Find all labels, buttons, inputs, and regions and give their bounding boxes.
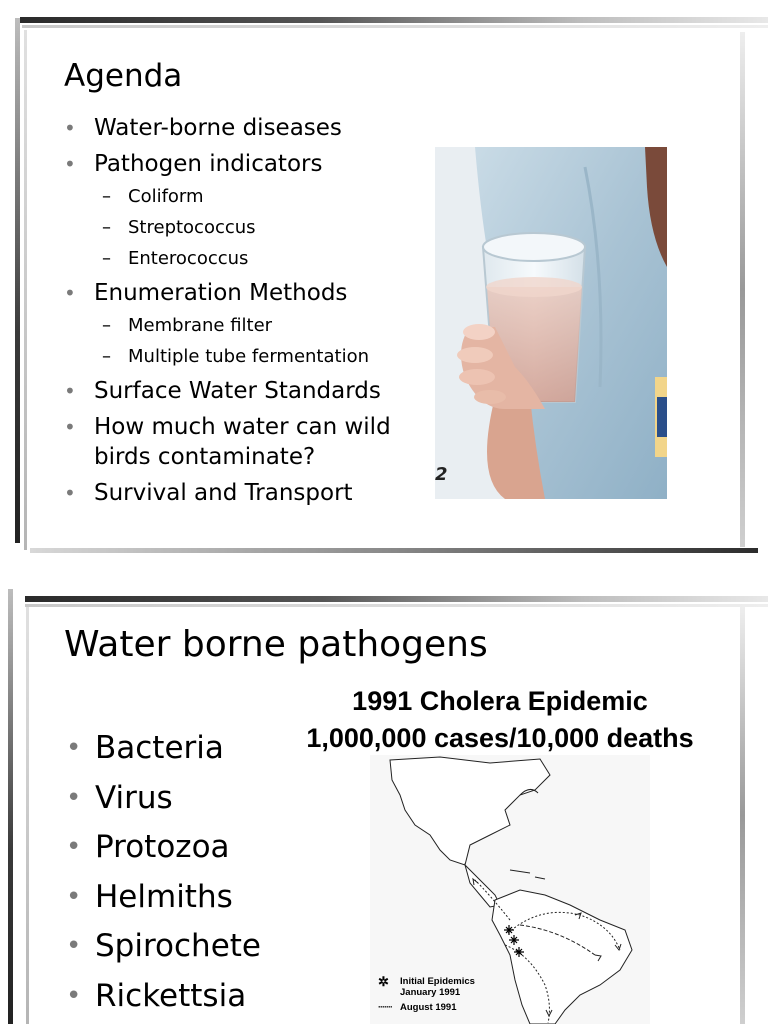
legend-label-august: August 1991 xyxy=(400,1002,457,1013)
agenda-subitem: – Streptococcus xyxy=(94,215,422,241)
slide-right-border xyxy=(740,607,745,1024)
agenda-sublist xyxy=(94,313,422,370)
slide-top-border xyxy=(25,596,768,602)
legend-label-initial-date: January 1991 xyxy=(400,987,461,998)
agenda-subitem: – Multiple tube fermentation xyxy=(94,344,422,370)
pathogen-item: • Bacteria xyxy=(64,728,261,768)
agenda-item-label: Surface Water Standards xyxy=(94,378,381,404)
pathogen-item: • Protozoa xyxy=(64,827,261,867)
slide-left-border xyxy=(8,589,13,1024)
slide-top-border-inner xyxy=(25,604,768,607)
agenda-subitem: – Coliform xyxy=(94,184,422,210)
agenda-item-label: Pathogen indicators xyxy=(94,151,323,177)
agenda-item xyxy=(62,113,422,143)
agenda-item xyxy=(62,149,422,272)
agenda-sublist xyxy=(94,184,422,272)
slide-left-border xyxy=(15,18,20,543)
map-legend xyxy=(378,976,475,1017)
agenda-item-label: Enumeration Methods xyxy=(94,280,348,306)
pathogen-item: • Helmiths xyxy=(64,877,261,917)
agenda-item xyxy=(62,478,422,508)
pathogen-item: • Spirochete xyxy=(64,926,261,966)
agenda-list xyxy=(62,113,422,514)
slide-title: Water borne pathogens xyxy=(64,624,488,665)
dotted-line-icon: ······· xyxy=(378,1002,392,1012)
agenda-item xyxy=(62,376,422,406)
photo-number: 2 xyxy=(435,464,448,485)
agenda-item-label: Survival and Transport xyxy=(94,480,353,506)
agenda-item-label: Water-borne diseases xyxy=(94,115,342,141)
pathogen-list xyxy=(64,728,261,1025)
slide-top-border-inner xyxy=(22,25,768,28)
agenda-subitem: – Enterococcus xyxy=(94,246,422,272)
map-title-line2: 1,000,000 cases/10,000 deaths xyxy=(306,723,694,753)
slide-top-border xyxy=(20,17,768,23)
slide-bottom-border xyxy=(30,548,758,553)
star-burst-icon: ✲ xyxy=(378,974,389,989)
slide-right-border xyxy=(740,32,745,547)
agenda-subitem: – Membrane filter xyxy=(94,313,422,339)
agenda-item-label: How much water can wild birds contaminate? xyxy=(94,414,391,470)
legend-row-initial xyxy=(378,976,475,998)
legend-row-august xyxy=(378,1002,475,1013)
agenda-item xyxy=(62,278,422,370)
slide-left-border-inner xyxy=(26,607,29,1024)
water-glass-photo xyxy=(435,147,667,499)
pathogen-item: • Virus xyxy=(64,778,261,818)
map-title-line1: 1991 Cholera Epidemic xyxy=(352,686,648,716)
legend-text xyxy=(400,976,475,998)
slide-left-border-inner xyxy=(24,30,27,550)
pathogen-item: • Rickettsia xyxy=(64,976,261,1016)
slide-title: Agenda xyxy=(64,58,183,94)
agenda-item xyxy=(62,412,422,472)
legend-label-initial: Initial Epidemics xyxy=(400,976,475,987)
